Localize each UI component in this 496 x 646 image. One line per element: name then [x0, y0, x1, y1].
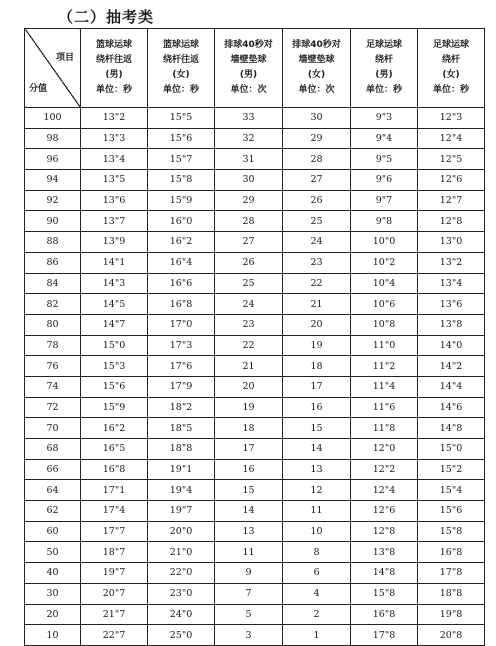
value-cell: 12	[283, 480, 351, 501]
value-cell: 22"0	[148, 563, 215, 584]
score-table-body	[25, 108, 485, 646]
value-cell: 26	[215, 252, 283, 273]
value-cell: 20	[215, 376, 283, 397]
value-cell: 23"0	[148, 583, 215, 604]
value-cell: 12"8	[351, 521, 418, 542]
table-row	[25, 314, 485, 335]
page-title: （二）抽考类	[58, 8, 155, 26]
score-cell: 10	[25, 625, 81, 646]
value-cell: 11	[215, 542, 283, 563]
table-row	[25, 397, 485, 418]
value-cell: 20"0	[148, 521, 215, 542]
value-cell: 25	[215, 273, 283, 294]
column-header-football-female	[418, 29, 485, 108]
value-cell: 10"8	[351, 314, 418, 335]
value-cell: 14"3	[81, 273, 148, 294]
value-cell: 16"0	[148, 211, 215, 232]
value-cell: 30	[215, 170, 283, 191]
value-cell: 14"7	[81, 314, 148, 335]
table-row	[25, 128, 485, 149]
value-cell: 17"8	[418, 563, 485, 584]
value-cell: 14"8	[351, 563, 418, 584]
table-row	[25, 480, 485, 501]
value-cell: 21	[283, 294, 351, 315]
corner-header-cell	[25, 29, 81, 108]
value-cell: 14	[283, 439, 351, 460]
header-line: 单位：次	[298, 85, 335, 95]
header-line: 排球40秒对	[292, 40, 341, 50]
value-cell: 10"2	[351, 252, 418, 273]
score-cell: 88	[25, 232, 81, 253]
value-cell: 17	[215, 439, 283, 460]
value-cell: 9"5	[351, 149, 418, 170]
value-cell: 25	[283, 211, 351, 232]
value-cell: 12"6	[418, 170, 485, 191]
header-line: 篮球运球	[95, 40, 132, 50]
value-cell: 13	[283, 459, 351, 480]
value-cell: 9	[215, 563, 283, 584]
header-line: 篮球运球	[162, 40, 199, 50]
header-line: 墙壁垫球	[230, 55, 267, 65]
table-row	[25, 232, 485, 253]
score-cell: 76	[25, 356, 81, 377]
value-cell: 17"4	[81, 501, 148, 522]
value-cell: 17"6	[148, 356, 215, 377]
table-row	[25, 108, 485, 129]
table-row	[25, 356, 485, 377]
score-cell: 74	[25, 376, 81, 397]
score-cell: 60	[25, 521, 81, 542]
value-cell: 13"6	[81, 190, 148, 211]
score-cell: 68	[25, 439, 81, 460]
value-cell: 15"9	[148, 190, 215, 211]
table-row	[25, 501, 485, 522]
value-cell: 13"7	[81, 211, 148, 232]
value-cell: 15"0	[418, 439, 485, 460]
value-cell: 18"5	[148, 418, 215, 439]
value-cell: 22	[215, 335, 283, 356]
header-row	[25, 29, 485, 108]
column-header-volleyball-male	[215, 29, 283, 108]
value-cell: 17"9	[148, 376, 215, 397]
value-cell: 9"6	[351, 170, 418, 191]
value-cell: 17"8	[351, 625, 418, 646]
value-cell: 13"2	[81, 108, 148, 129]
value-cell: 11	[283, 501, 351, 522]
value-cell: 15"8	[418, 521, 485, 542]
value-cell: 19	[215, 397, 283, 418]
table-row	[25, 583, 485, 604]
value-cell: 15"5	[148, 108, 215, 129]
value-cell: 29	[215, 190, 283, 211]
score-cell: 90	[25, 211, 81, 232]
value-cell: 22"7	[81, 625, 148, 646]
column-header-basketball-male	[81, 29, 148, 108]
score-cell: 94	[25, 170, 81, 191]
value-cell: 14	[215, 501, 283, 522]
value-cell: 19"8	[418, 604, 485, 625]
value-cell: 12"5	[418, 149, 485, 170]
value-cell: 28	[283, 149, 351, 170]
score-cell: 98	[25, 128, 81, 149]
value-cell: 16"8	[148, 294, 215, 315]
value-cell: 12"6	[351, 501, 418, 522]
value-cell: 20	[283, 314, 351, 335]
value-cell: 9"8	[351, 211, 418, 232]
value-cell: 20"8	[418, 625, 485, 646]
value-cell: 10	[283, 521, 351, 542]
value-cell: 16"8	[418, 542, 485, 563]
value-cell: 17"3	[148, 335, 215, 356]
value-cell: 16"4	[148, 252, 215, 273]
score-cell: 92	[25, 190, 81, 211]
value-cell: 14"6	[418, 397, 485, 418]
value-cell: 11"4	[351, 376, 418, 397]
value-cell: 27	[215, 232, 283, 253]
column-header-basketball-female	[148, 29, 215, 108]
score-cell: 84	[25, 273, 81, 294]
table-row	[25, 418, 485, 439]
value-cell: 15"8	[148, 170, 215, 191]
value-cell: 11"2	[351, 356, 418, 377]
score-cell: 50	[25, 542, 81, 563]
header-line: (女)	[172, 70, 190, 80]
value-cell: 15"6	[418, 501, 485, 522]
value-cell: 13"3	[81, 128, 148, 149]
table-row	[25, 376, 485, 397]
value-cell: 14"8	[418, 418, 485, 439]
value-cell: 26	[283, 190, 351, 211]
table-row	[25, 190, 485, 211]
value-cell: 23	[283, 252, 351, 273]
header-line: 绕杆往返	[95, 55, 132, 65]
score-cell: 86	[25, 252, 81, 273]
header-line: (男)	[375, 70, 393, 80]
value-cell: 25"0	[148, 625, 215, 646]
value-cell: 9"4	[351, 128, 418, 149]
value-cell: 7	[215, 583, 283, 604]
table-row	[25, 294, 485, 315]
value-cell: 9"7	[351, 190, 418, 211]
value-cell: 14"5	[81, 294, 148, 315]
value-cell: 22	[283, 273, 351, 294]
value-cell: 11"0	[351, 335, 418, 356]
value-cell: 24	[283, 232, 351, 253]
header-line: 单位：秒	[365, 85, 402, 95]
header-line: 单位：秒	[95, 85, 132, 95]
score-cell: 30	[25, 583, 81, 604]
value-cell: 15"0	[81, 335, 148, 356]
value-cell: 5	[215, 604, 283, 625]
value-cell: 19"4	[148, 480, 215, 501]
value-cell: 15"6	[81, 376, 148, 397]
score-cell: 78	[25, 335, 81, 356]
value-cell: 33	[215, 108, 283, 129]
value-cell: 13"4	[418, 273, 485, 294]
table-row	[25, 521, 485, 542]
value-cell: 12"2	[351, 459, 418, 480]
value-cell: 18"8	[418, 583, 485, 604]
value-cell: 15"3	[81, 356, 148, 377]
value-cell: 13"0	[418, 232, 485, 253]
value-cell: 13"8	[351, 542, 418, 563]
header-line: 绕杆	[374, 55, 393, 65]
value-cell: 13"8	[418, 314, 485, 335]
score-cell: 20	[25, 604, 81, 625]
value-cell: 28	[215, 211, 283, 232]
column-header-football-male	[351, 29, 418, 108]
table-row	[25, 604, 485, 625]
score-cell: 70	[25, 418, 81, 439]
header-line: (男)	[239, 70, 258, 80]
value-cell: 17	[283, 376, 351, 397]
table-row	[25, 335, 485, 356]
score-cell: 72	[25, 397, 81, 418]
value-cell: 18	[215, 418, 283, 439]
header-line: 绕杆往返	[162, 55, 199, 65]
value-cell: 10"6	[351, 294, 418, 315]
header-line: 单位：秒	[432, 85, 469, 95]
score-cell: 64	[25, 480, 81, 501]
score-cell: 62	[25, 501, 81, 522]
value-cell: 12"7	[418, 190, 485, 211]
value-cell: 13"9	[81, 232, 148, 253]
value-cell: 31	[215, 149, 283, 170]
value-cell: 13"5	[81, 170, 148, 191]
value-cell: 3	[215, 625, 283, 646]
value-cell: 21"7	[81, 604, 148, 625]
value-cell: 9"3	[351, 108, 418, 129]
table-row	[25, 252, 485, 273]
value-cell: 21"0	[148, 542, 215, 563]
table-row	[25, 459, 485, 480]
value-cell: 6	[283, 563, 351, 584]
value-cell: 11"6	[351, 397, 418, 418]
header-line: 足球运球	[365, 40, 402, 50]
header-line: (男)	[105, 70, 123, 80]
value-cell: 17"1	[81, 480, 148, 501]
value-cell: 17"7	[81, 521, 148, 542]
value-cell: 20"7	[81, 583, 148, 604]
score-label: 分值	[29, 84, 48, 94]
value-cell: 13	[215, 521, 283, 542]
header-line: 排球40秒对	[224, 40, 273, 50]
value-cell: 30	[283, 108, 351, 129]
value-cell: 8	[283, 542, 351, 563]
value-cell: 19	[283, 335, 351, 356]
value-cell: 16	[215, 459, 283, 480]
table-row	[25, 273, 485, 294]
value-cell: 12"0	[351, 439, 418, 460]
value-cell: 13"6	[418, 294, 485, 315]
score-table	[24, 28, 485, 646]
table-row	[25, 211, 485, 232]
value-cell: 27	[283, 170, 351, 191]
value-cell: 19"7	[148, 501, 215, 522]
value-cell: 23	[215, 314, 283, 335]
value-cell: 18"8	[148, 439, 215, 460]
value-cell: 2	[283, 604, 351, 625]
score-cell: 100	[25, 108, 81, 129]
value-cell: 15"7	[148, 149, 215, 170]
header-line: 足球运球	[432, 40, 469, 50]
value-cell: 11"8	[351, 418, 418, 439]
value-cell: 15	[215, 480, 283, 501]
value-cell: 15"8	[351, 583, 418, 604]
header-line: 墙壁垫球	[298, 55, 335, 65]
value-cell: 24	[215, 294, 283, 315]
value-cell: 16	[283, 397, 351, 418]
value-cell: 14"4	[418, 376, 485, 397]
value-cell: 21	[215, 356, 283, 377]
value-cell: 16"2	[81, 418, 148, 439]
header-line: 单位：秒	[162, 85, 199, 95]
value-cell: 19"7	[81, 563, 148, 584]
value-cell: 19"1	[148, 459, 215, 480]
header-line: 绕杆	[441, 55, 460, 65]
column-header-volleyball-female	[283, 29, 351, 108]
value-cell: 18	[283, 356, 351, 377]
value-cell: 15	[283, 418, 351, 439]
score-cell: 40	[25, 563, 81, 584]
score-cell: 80	[25, 314, 81, 335]
score-cell: 66	[25, 459, 81, 480]
value-cell: 13"2	[418, 252, 485, 273]
value-cell: 13"4	[81, 149, 148, 170]
value-cell: 17"0	[148, 314, 215, 335]
value-cell: 15"4	[418, 480, 485, 501]
table-row	[25, 625, 485, 646]
header-line: (女)	[307, 70, 326, 80]
value-cell: 16"8	[351, 604, 418, 625]
value-cell: 12"4	[351, 480, 418, 501]
value-cell: 15"2	[418, 459, 485, 480]
value-cell: 16"6	[148, 273, 215, 294]
value-cell: 12"8	[418, 211, 485, 232]
table-row	[25, 149, 485, 170]
score-cell: 82	[25, 294, 81, 315]
value-cell: 32	[215, 128, 283, 149]
value-cell: 4	[283, 583, 351, 604]
value-cell: 16"8	[81, 459, 148, 480]
value-cell: 29	[283, 128, 351, 149]
table-row	[25, 563, 485, 584]
value-cell: 10"0	[351, 232, 418, 253]
value-cell: 12"3	[418, 108, 485, 129]
value-cell: 15"9	[81, 397, 148, 418]
value-cell: 12"4	[418, 128, 485, 149]
table-row	[25, 542, 485, 563]
value-cell: 16"2	[148, 232, 215, 253]
value-cell: 16"5	[81, 439, 148, 460]
value-cell: 14"2	[418, 356, 485, 377]
value-cell: 1	[283, 625, 351, 646]
value-cell: 24"0	[148, 604, 215, 625]
value-cell: 10"4	[351, 273, 418, 294]
table-row	[25, 439, 485, 460]
value-cell: 15"6	[148, 128, 215, 149]
value-cell: 18"2	[148, 397, 215, 418]
value-cell: 14"0	[418, 335, 485, 356]
value-cell: 14"1	[81, 252, 148, 273]
header-line: (女)	[442, 70, 460, 80]
header-line: 单位：次	[230, 85, 267, 95]
item-label: 项目	[55, 53, 74, 63]
table-row	[25, 170, 485, 191]
score-cell: 96	[25, 149, 81, 170]
value-cell: 18"7	[81, 542, 148, 563]
